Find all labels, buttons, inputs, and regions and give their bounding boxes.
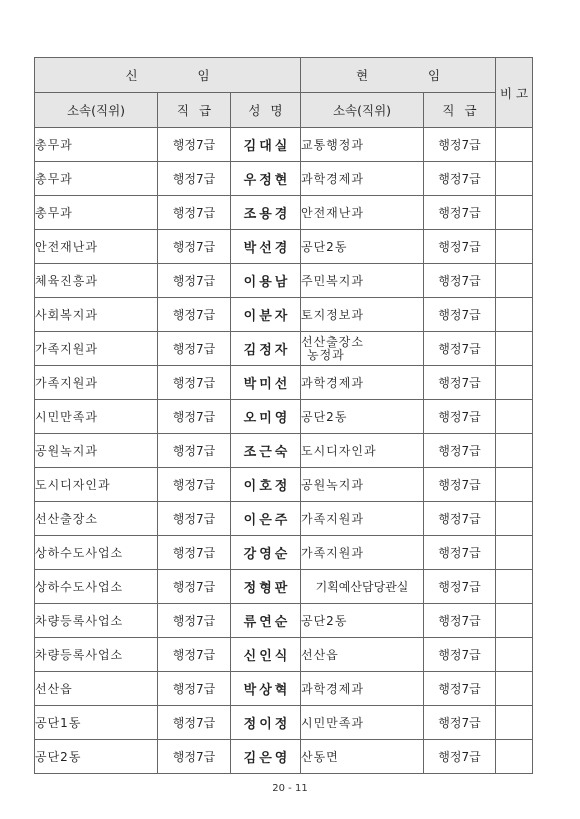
employee-name: 박미선 <box>243 377 291 392</box>
current-post-header: 현 임 <box>301 58 496 93</box>
new-dept-cell: 차량등록사업소 <box>35 638 158 672</box>
employee-name: 우정현 <box>243 173 291 188</box>
remarks-cell <box>496 536 533 570</box>
current-grade-cell: 행정7급 <box>424 264 496 298</box>
current-dept-cell: 공단2동 <box>301 400 424 434</box>
header-row-1 <box>35 58 533 93</box>
new-dept-cell: 선산읍 <box>35 672 158 706</box>
remarks-header: 비 고 <box>496 58 533 128</box>
current-grade-cell: 행정7급 <box>424 162 496 196</box>
current-grade-header: 직급 <box>424 93 496 128</box>
name-cell <box>231 604 301 638</box>
table-row <box>35 264 533 298</box>
new-grade-cell: 행정7급 <box>158 638 231 672</box>
current-dept-cell: 주민복지과 <box>301 264 424 298</box>
table-row <box>35 706 533 740</box>
new-grade-cell: 행정7급 <box>158 332 231 366</box>
current-grade-cell: 행정7급 <box>424 604 496 638</box>
current-dept-cell: 선산읍 <box>301 638 424 672</box>
current-dept-cell: 과학경제과 <box>301 366 424 400</box>
name-cell <box>231 298 301 332</box>
new-grade-cell: 행정7급 <box>158 468 231 502</box>
table-row <box>35 298 533 332</box>
table-row <box>35 332 533 366</box>
employee-name: 박상혁 <box>243 683 291 698</box>
current-grade-cell: 행정7급 <box>424 536 496 570</box>
name-header: 성명 <box>231 93 301 128</box>
new-grade-cell: 행정7급 <box>158 162 231 196</box>
table-row <box>35 230 533 264</box>
employee-name: 정형판 <box>243 581 291 596</box>
table-row <box>35 536 533 570</box>
employee-name: 김정자 <box>243 343 291 358</box>
current-dept-cell: 안전재난과 <box>301 196 424 230</box>
current-dept-cell: 공단2동 <box>301 230 424 264</box>
table-row <box>35 740 533 774</box>
table-row <box>35 570 533 604</box>
new-dept-header: 소속(직위) <box>35 93 158 128</box>
remarks-cell <box>496 502 533 536</box>
name-cell <box>231 128 301 162</box>
table-row <box>35 400 533 434</box>
current-grade-cell: 행정7급 <box>424 196 496 230</box>
employee-name: 신인식 <box>243 649 291 664</box>
header-row-2 <box>35 93 533 128</box>
current-grade-cell: 행정7급 <box>424 128 496 162</box>
table-row <box>35 604 533 638</box>
new-dept-cell: 가족지원과 <box>35 332 158 366</box>
current-dept-cell: 과학경제과 <box>301 672 424 706</box>
name-cell <box>231 706 301 740</box>
new-dept-cell: 상하수도사업소 <box>35 536 158 570</box>
current-grade-cell: 행정7급 <box>424 230 496 264</box>
new-grade-cell: 행정7급 <box>158 298 231 332</box>
remarks-cell <box>496 264 533 298</box>
current-dept-cell: 공단2동 <box>301 604 424 638</box>
new-dept-cell: 상하수도사업소 <box>35 570 158 604</box>
name-cell <box>231 740 301 774</box>
new-grade-cell: 행정7급 <box>158 366 231 400</box>
table-row <box>35 468 533 502</box>
name-cell <box>231 638 301 672</box>
current-grade-cell: 행정7급 <box>424 434 496 468</box>
personnel-table <box>34 57 533 774</box>
new-grade-cell: 행정7급 <box>158 264 231 298</box>
name-cell <box>231 162 301 196</box>
table-row <box>35 366 533 400</box>
employee-name: 이호정 <box>243 479 291 494</box>
new-dept-cell: 차량등록사업소 <box>35 604 158 638</box>
current-dept-cell: 도시디자인과 <box>301 434 424 468</box>
new-grade-header: 직급 <box>158 93 231 128</box>
current-grade-cell: 행정7급 <box>424 740 496 774</box>
employee-name: 류연순 <box>243 615 291 630</box>
table-row <box>35 434 533 468</box>
employee-name: 김대실 <box>243 139 291 154</box>
new-grade-cell: 행정7급 <box>158 230 231 264</box>
name-cell <box>231 400 301 434</box>
new-grade-cell: 행정7급 <box>158 400 231 434</box>
remarks-cell <box>496 196 533 230</box>
name-cell <box>231 570 301 604</box>
name-cell <box>231 196 301 230</box>
employee-name: 정이정 <box>243 717 291 732</box>
current-dept-cell <box>301 332 424 366</box>
name-cell <box>231 332 301 366</box>
employee-name: 오미영 <box>243 411 291 426</box>
new-dept-cell: 총무과 <box>35 196 158 230</box>
remarks-cell <box>496 298 533 332</box>
current-dept-cell: 과학경제과 <box>301 162 424 196</box>
current-grade-cell: 행정7급 <box>424 638 496 672</box>
current-grade-cell: 행정7급 <box>424 332 496 366</box>
remarks-cell <box>496 434 533 468</box>
remarks-cell <box>496 638 533 672</box>
new-dept-cell: 선산출장소 <box>35 502 158 536</box>
name-cell <box>231 264 301 298</box>
employee-name: 강영순 <box>243 547 291 562</box>
name-cell <box>231 434 301 468</box>
new-grade-cell: 행정7급 <box>158 196 231 230</box>
remarks-cell <box>496 604 533 638</box>
new-dept-cell: 도시디자인과 <box>35 468 158 502</box>
new-grade-cell: 행정7급 <box>158 706 231 740</box>
remarks-cell <box>496 162 533 196</box>
name-cell <box>231 366 301 400</box>
new-grade-cell: 행정7급 <box>158 434 231 468</box>
current-grade-cell: 행정7급 <box>424 400 496 434</box>
current-dept-cell: 산동면 <box>301 740 424 774</box>
new-dept-cell: 공단1동 <box>35 706 158 740</box>
remarks-cell <box>496 400 533 434</box>
new-dept-cell: 공단2동 <box>35 740 158 774</box>
remarks-cell <box>496 672 533 706</box>
new-grade-cell: 행정7급 <box>158 570 231 604</box>
new-dept-cell: 체육진흥과 <box>35 264 158 298</box>
name-cell <box>231 536 301 570</box>
page-number: 20 - 11 <box>272 783 308 794</box>
remarks-cell <box>496 128 533 162</box>
current-grade-cell: 행정7급 <box>424 706 496 740</box>
current-dept-cell: 가족지원과 <box>301 536 424 570</box>
table-row <box>35 128 533 162</box>
new-grade-cell: 행정7급 <box>158 502 231 536</box>
name-cell <box>231 502 301 536</box>
table-row <box>35 638 533 672</box>
remarks-cell <box>496 366 533 400</box>
table-row <box>35 502 533 536</box>
current-dept-cell: 기획예산담당관실 <box>301 570 424 604</box>
current-grade-cell: 행정7급 <box>424 366 496 400</box>
new-grade-cell: 행정7급 <box>158 128 231 162</box>
employee-name: 이분자 <box>243 309 291 324</box>
new-grade-cell: 행정7급 <box>158 672 231 706</box>
new-dept-cell: 총무과 <box>35 162 158 196</box>
name-cell <box>231 230 301 264</box>
employee-name: 이용남 <box>243 275 291 290</box>
employee-name: 박선경 <box>243 241 291 256</box>
new-dept-cell: 총무과 <box>35 128 158 162</box>
new-grade-cell: 행정7급 <box>158 740 231 774</box>
remarks-cell <box>496 332 533 366</box>
name-cell <box>231 672 301 706</box>
current-dept-cell: 가족지원과 <box>301 502 424 536</box>
current-dept-cell: 시민만족과 <box>301 706 424 740</box>
employee-name: 조근숙 <box>243 445 291 460</box>
current-dept-cell: 공원녹지과 <box>301 468 424 502</box>
current-dept-header: 소속(직위) <box>301 93 424 128</box>
current-grade-cell: 행정7급 <box>424 502 496 536</box>
current-dept-cell: 토지정보과 <box>301 298 424 332</box>
remarks-cell <box>496 740 533 774</box>
table-row <box>35 162 533 196</box>
remarks-cell <box>496 706 533 740</box>
current-grade-cell: 행정7급 <box>424 672 496 706</box>
current-grade-cell: 행정7급 <box>424 298 496 332</box>
new-dept-cell: 가족지원과 <box>35 366 158 400</box>
new-dept-cell: 공원녹지과 <box>35 434 158 468</box>
table-row <box>35 672 533 706</box>
name-cell <box>231 468 301 502</box>
current-grade-cell: 행정7급 <box>424 468 496 502</box>
employee-name: 이은주 <box>243 513 291 528</box>
new-post-header: 신 임 <box>35 58 301 93</box>
remarks-cell <box>496 468 533 502</box>
employee-name: 조용경 <box>243 207 291 222</box>
current-dept-line-1: 선산출장소 <box>301 334 364 349</box>
current-dept-cell: 교통행정과 <box>301 128 424 162</box>
new-dept-cell: 사회복지과 <box>35 298 158 332</box>
current-dept-line-2: 농정과 <box>307 347 345 362</box>
employee-name: 김은영 <box>243 751 291 766</box>
remarks-cell <box>496 570 533 604</box>
current-grade-cell: 행정7급 <box>424 570 496 604</box>
table-row <box>35 196 533 230</box>
remarks-cell <box>496 230 533 264</box>
new-grade-cell: 행정7급 <box>158 604 231 638</box>
new-dept-cell: 안전재난과 <box>35 230 158 264</box>
new-dept-cell: 시민만족과 <box>35 400 158 434</box>
new-grade-cell: 행정7급 <box>158 536 231 570</box>
